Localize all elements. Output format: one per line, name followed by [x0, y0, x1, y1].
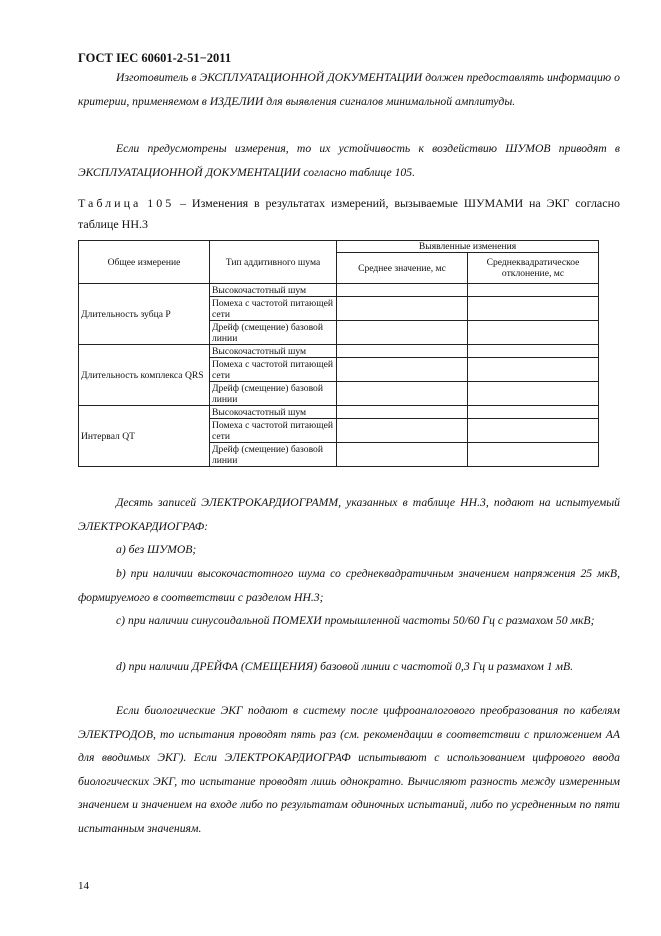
- noise-type-cell: Дрейф (смещение) базовой линии: [210, 321, 337, 345]
- paragraph-manufacturer: Изготовитель в ЭКСПЛУАТАЦИОННОЙ ДОКУМЕНТАЦИИ должен предоставлять информацию о критерии, применяемом в ИЗДЕЛИИ для выявления сигналов минимальной амплитуды.: [78, 71, 620, 108]
- table-caption: [78, 193, 620, 235]
- col-header-detected-changes: Выявленные изменения: [337, 241, 599, 253]
- measurement-cell: Интервал QT: [79, 406, 210, 467]
- noise-type-cell: Высокочастотный шум: [210, 345, 337, 358]
- noise-type-cell: Дрейф (смещение) базовой линии: [210, 382, 337, 406]
- document-header: ГОСТ IEC 60601-2-51−2011: [78, 51, 232, 65]
- mean-cell: [337, 358, 468, 382]
- col-header-noise-type: Тип аддитивного шума: [210, 241, 337, 284]
- paragraph-noise-stability: Если предусмотрены измерения, то их устойчивость к воздействию ШУМОВ приводят в ЭКСПЛУАТАЦИОННОЙ ДОКУМЕНТАЦИИ согласно таблице 105.: [78, 142, 620, 179]
- mean-cell: [337, 321, 468, 345]
- std-cell: [468, 406, 599, 419]
- mean-cell: [337, 443, 468, 467]
- mean-cell: [337, 297, 468, 321]
- col-header-measurement: Общее измерение: [79, 241, 210, 284]
- mean-cell: [337, 345, 468, 358]
- noise-type-cell: Высокочастотный шум: [210, 284, 337, 297]
- list-item-d: d) при наличии ДРЕЙФА (СМЕЩЕНИЯ) базовой линии с частотой 0,3 Гц и размахом 1 мВ.: [116, 660, 574, 673]
- list-item-c: c) при наличии синусоидальной ПОМЕХИ промышленной частоты 50/60 Гц с размахом 50 мкВ;: [116, 614, 595, 627]
- table-row: [79, 284, 599, 297]
- mean-cell: [337, 382, 468, 406]
- noise-type-cell: Помеха с частотой питающей сети: [210, 297, 337, 321]
- paragraph-ten-records: Десять записей ЭЛЕКТРОКАРДИОГРАММ, указанных в таблице НН.3, подают на испытуемый ЭЛЕКТРОКАРДИОГРАФ:: [78, 496, 620, 533]
- mean-cell: [337, 419, 468, 443]
- paragraph-biological-ecg: Если биологические ЭКГ подают в систему после цифроаналогового преобразования по кабелям ЭЛЕКТРОДОВ, то испытания проводят пять раз (см. рекомендации в соответствии с приложением АА для вводимых ЭКГ). Если ЭЛЕКТРОКАРДИОГРАФ испытывают с использованием цифрового ввода биологических ЭКГ, то испытание проводят лишь однократно. Вычисляют разность между измеренным значением и значением на входе либо по результатам одиночных испытаний, либо по усредненным по пяти испытанным значениям.: [78, 704, 620, 835]
- noise-type-cell: Дрейф (смещение) базовой линии: [210, 443, 337, 467]
- measurement-cell: Длительность зубца P: [79, 284, 210, 345]
- std-cell: [468, 358, 599, 382]
- table-105: [78, 240, 599, 467]
- table-caption-label: Таблица: [78, 196, 142, 210]
- mean-cell: [337, 284, 468, 297]
- std-cell: [468, 321, 599, 345]
- col-header-mean: Среднее значение, мс: [337, 253, 468, 284]
- std-cell: [468, 382, 599, 406]
- std-cell: [468, 419, 599, 443]
- std-cell: [468, 345, 599, 358]
- noise-type-cell: Высокочастотный шум: [210, 406, 337, 419]
- page-number: 14: [78, 880, 89, 892]
- std-cell: [468, 297, 599, 321]
- table-row: [79, 345, 599, 358]
- table-row: [79, 406, 599, 419]
- measurement-cell: Длительность комплекса QRS: [79, 345, 210, 406]
- table-caption-number: 105: [147, 196, 175, 210]
- std-cell: [468, 443, 599, 467]
- col-header-std: Среднеквадратическое отклонение, мс: [468, 253, 599, 284]
- noise-type-cell: Помеха с частотой питающей сети: [210, 419, 337, 443]
- list-item-a: a) без ШУМОВ;: [116, 543, 197, 556]
- table-caption-text: – Изменения в результатах измерений, вызываемые ШУМАМИ на ЭКГ согласно таблице НН.3: [78, 196, 621, 231]
- mean-cell: [337, 406, 468, 419]
- std-cell: [468, 284, 599, 297]
- list-item-b: b) при наличии высокочастотного шума со среднеквадратичным значением напряжения 25 мкВ, формируемого в соответствии с разделом НН.3;: [78, 567, 620, 604]
- noise-type-cell: Помеха с частотой питающей сети: [210, 358, 337, 382]
